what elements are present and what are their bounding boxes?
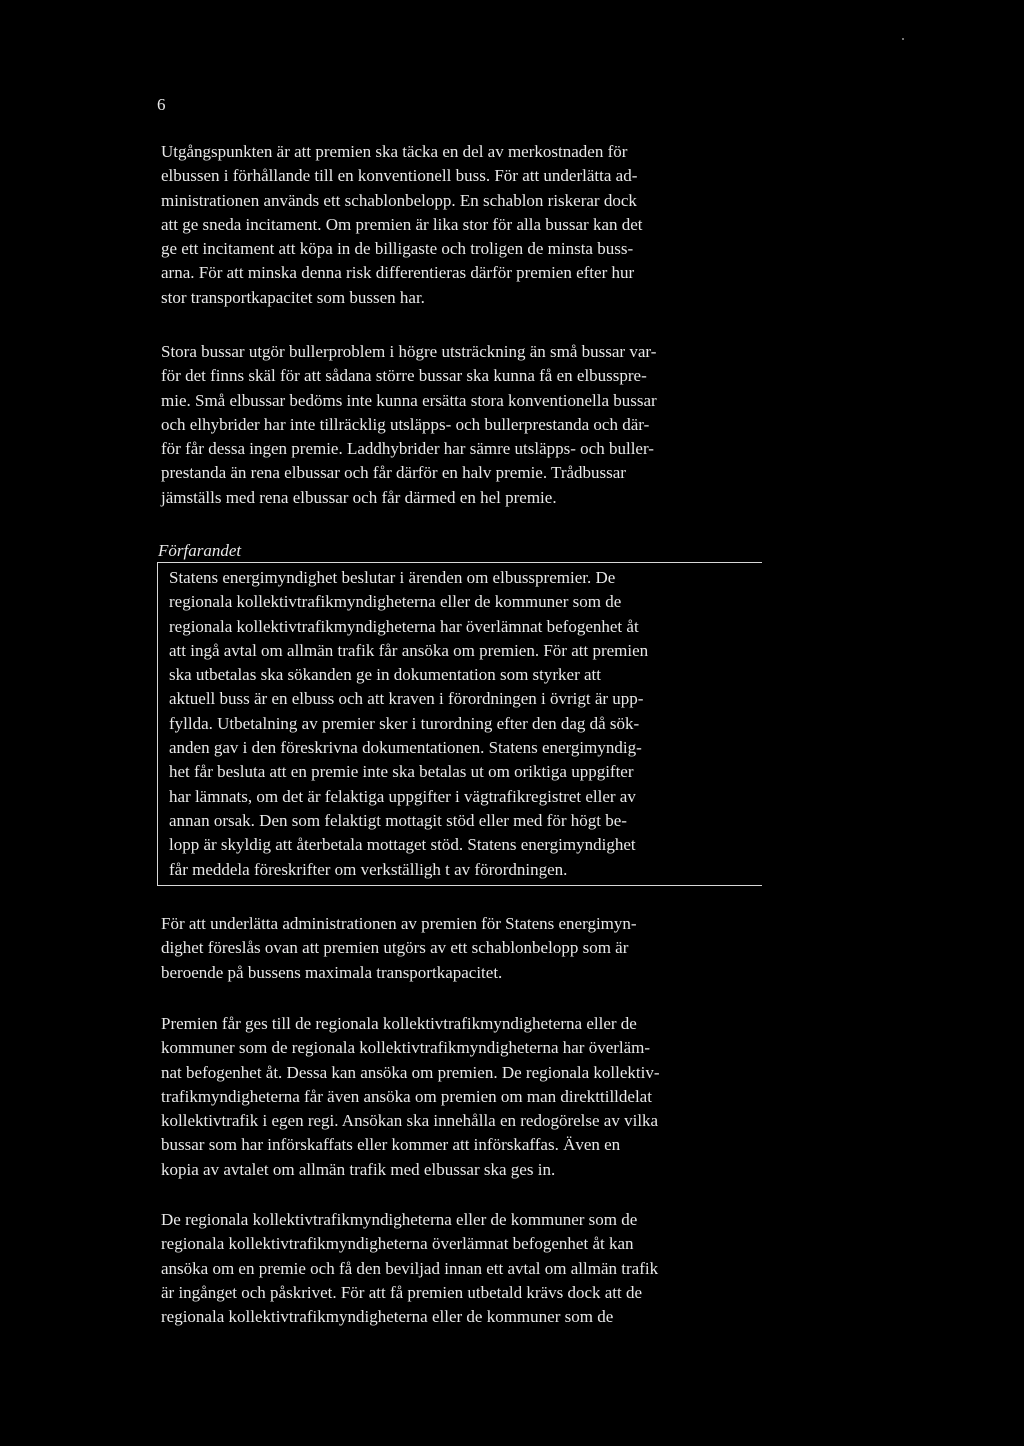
text-line: het får besluta att en premie inte ska betalas ut om oriktiga uppgifter [169,762,634,782]
text-line: kopia av avtalet om allmän trafik med elbussar ska ges in. [161,1159,556,1179]
text-line: mie. Små elbussar bedöms inte kunna ersätta stora konventionella bussar [161,390,657,410]
text-line: för får dessa ingen premie. Laddhybrider har sämre utsläpps- och buller- [161,439,654,459]
paragraph-administration [161,912,781,985]
text-line: dighet föreslås ovan att premien utgörs av ett schablonbelopp som är [161,938,629,958]
text-line: ansöka om en premie och få den beviljad innan ett avtal om allmän trafik [161,1258,659,1278]
section-heading: Förfarandet [158,541,242,560]
paragraph-application-timing [161,1208,781,1329]
text-line: Statens energimyndighet beslutar i ärenden om elbusspremier. De [169,568,616,587]
text-line: regionala kollektivtrafikmyndigheterna eller de kommuner som de [169,592,622,612]
text-line: att ingå avtal om allmän trafik får ansöka om premien. För att premien [169,640,649,660]
text-line: och elhybrider har inte tillräcklig utsläpps- och bullerprestanda och där- [161,414,650,434]
text-line: ge ett incitament att köpa in de billigaste och troligen de minsta buss- [161,239,634,259]
text-line: Premien får ges till de regionala kollektivtrafikmyndigheterna eller de [161,1014,637,1033]
text-line: anden gav i den föreskrivna dokumentationen. Statens energimyndig- [169,738,642,758]
text-line: Utgångspunkten är att premien ska täcka en del av merkostnaden för [161,142,628,161]
text-line: trafikmyndigheterna får även ansöka om premien om man direkttilldelat [161,1086,652,1106]
text-line: annan orsak. Den som felaktigt mottagit stöd eller med för högt be- [169,810,627,830]
text-line: aktuell buss är en elbuss och att kraven i förordningen i övrigt är upp- [169,689,644,709]
text-line: har lämnats, om det är felaktiga uppgifter i vägtrafikregistret eller av [169,786,636,806]
paragraph-bus-sizes [161,340,781,510]
scan-speck [902,38,904,40]
text-line: är ingånget och påskrivet. För att få premien utbetald krävs dock att de [161,1282,643,1302]
text-line: regionala kollektivtrafikmyndigheterna överlämnat befogenhet åt kan [161,1234,634,1254]
text-line: stor transportkapacitet som bussen har. [161,287,425,307]
text-line: Stora bussar utgör bullerproblem i högre utsträckning än små bussar var- [161,342,657,361]
text-line: prestanda än rena elbussar och får därför en halv premie. Trådbussar [161,463,626,483]
framed-paragraph-procedure [169,566,648,882]
text-line: regionala kollektivtrafikmyndigheterna eller de kommuner som de [161,1307,614,1327]
text-line: fyllda. Utbetalning av premier sker i turordning efter den dag då sök- [169,713,640,733]
text-line: att ge sneda incitament. Om premien är lika stor för alla bussar kan det [161,214,643,234]
text-line: kollektivtrafik i egen regi. Ansökan ska innehålla en redogörelse av vilka [161,1111,659,1131]
text-line: jämställs med rena elbussar och får därmed en hel premie. [161,487,557,507]
text-line: nat befogenhet åt. Dessa kan ansöka om premien. De regionala kollektiv- [161,1062,660,1082]
paragraph-premium-basis [161,140,781,310]
text-line: kommuner som de regionala kollektivtrafikmyndigheterna har överläm- [161,1038,651,1058]
page-number: 6 [157,95,166,114]
text-line: lopp är skyldig att återbetala mottaget stöd. Statens energimyndighet [169,835,636,855]
text-line: får meddela föreskrifter om verkställigh t av förordningen. [169,859,568,879]
text-line: För att underlätta administrationen av premien för Statens energimyn- [161,914,637,933]
text-line: ministrationen används ett schablonbelopp. En schablon riskerar dock [161,190,637,210]
text-line: beroende på bussens maximala transportkapacitet. [161,962,503,982]
text-line: arna. För att minska denna risk differentieras därför premien efter hur [161,263,635,283]
text-line: regionala kollektivtrafikmyndigheterna har överlämnat befogenhet åt [169,616,639,636]
text-line: för det finns skäl för att sådana större bussar ska kunna få en elbusspre- [161,366,647,386]
text-line: elbussen i förhållande till en konventionell buss. För att underlätta ad- [161,166,638,186]
text-line: bussar som har införskaffats eller kommer att införskaffas. Även en [161,1135,621,1155]
text-line: De regionala kollektivtrafikmyndigheterna eller de kommuner som de [161,1210,638,1229]
paragraph-recipients [161,1012,781,1182]
text-line: ska utbetalas ska sökanden ge in dokumentation som styrker att [169,665,601,685]
